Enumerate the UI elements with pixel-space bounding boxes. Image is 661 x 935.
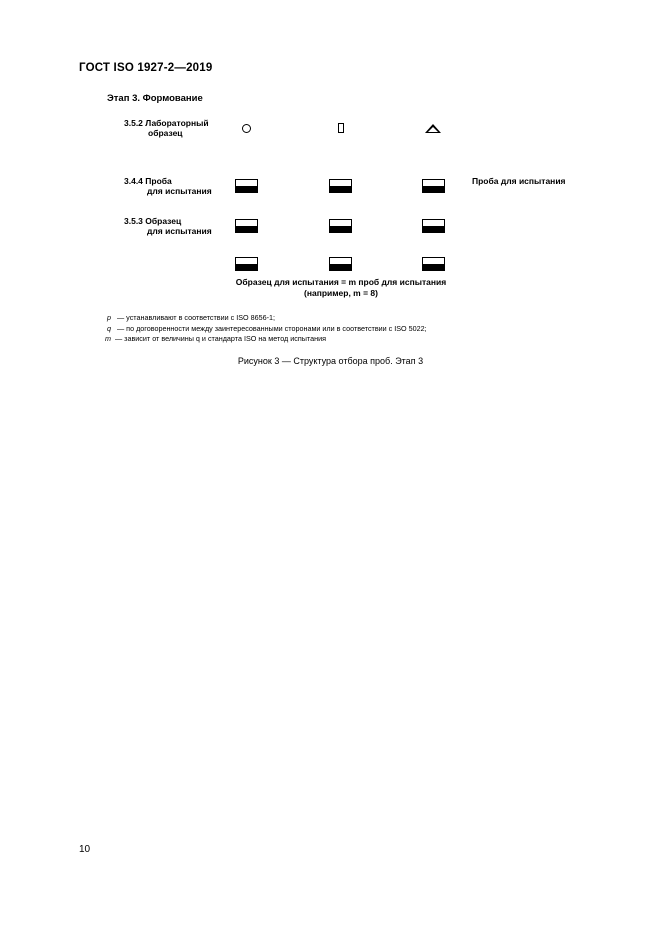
right-label-test-portion: Проба для испытания bbox=[472, 176, 566, 186]
specimen-box-icon bbox=[235, 179, 258, 193]
row-label-laboratory-sample bbox=[124, 118, 209, 138]
specimen-box-icon bbox=[329, 219, 352, 233]
figure-caption: Рисунок 3 — Структура отбора проб. Этап 3 bbox=[237, 356, 424, 366]
row-label-test-specimen bbox=[124, 216, 212, 236]
document-header: ГОСТ ISO 1927-2—2019 bbox=[79, 62, 213, 74]
note-variable: p bbox=[107, 313, 111, 322]
specimen-caption-line1: Образец для испытания = m проб для испытания bbox=[235, 277, 447, 287]
row-label-line1: 3.5.2 Лабораторный bbox=[124, 118, 209, 128]
note-text: — устанавливают в соответствии с ISO 8656-1; bbox=[117, 313, 275, 322]
specimen-box-icon bbox=[329, 179, 352, 193]
specimen-box-icon bbox=[422, 257, 445, 271]
row-label-line2: для испытания bbox=[147, 226, 212, 236]
note-item bbox=[107, 313, 427, 324]
specimen-box-icon bbox=[235, 219, 258, 233]
specimen-box-icon bbox=[422, 179, 445, 193]
specimen-box-icon bbox=[422, 219, 445, 233]
specimen-box-icon bbox=[235, 257, 258, 271]
note-item bbox=[105, 334, 427, 345]
note-variable: m bbox=[105, 334, 111, 343]
row-label-line2: образец bbox=[148, 128, 183, 138]
note-text: — зависит от величины q и стандарта ISO на метод испытания bbox=[115, 334, 326, 343]
triangle-icon bbox=[425, 124, 441, 133]
specimen-box-icon bbox=[329, 257, 352, 271]
stage-title: Этап 3. Формование bbox=[107, 93, 203, 104]
note-item bbox=[107, 324, 427, 335]
specimen-caption bbox=[231, 277, 451, 299]
row-label-line1: 3.5.3 Образец bbox=[124, 216, 182, 226]
variable-notes bbox=[107, 313, 427, 345]
page-number: 10 bbox=[79, 844, 91, 855]
circle-icon bbox=[242, 124, 251, 133]
row-label-test-portion bbox=[124, 176, 212, 196]
note-variable: q bbox=[107, 323, 111, 333]
specimen-caption-line2: (например, m = 8) bbox=[304, 288, 378, 298]
row-label-line1: 3.4.4 Проба bbox=[124, 176, 172, 186]
note-text: — по договоренности между заинтересованными сторонами или в соответствии с ISO 5022; bbox=[117, 323, 427, 333]
row-label-line2: для испытания bbox=[147, 186, 212, 196]
rectangle-icon bbox=[338, 123, 344, 133]
